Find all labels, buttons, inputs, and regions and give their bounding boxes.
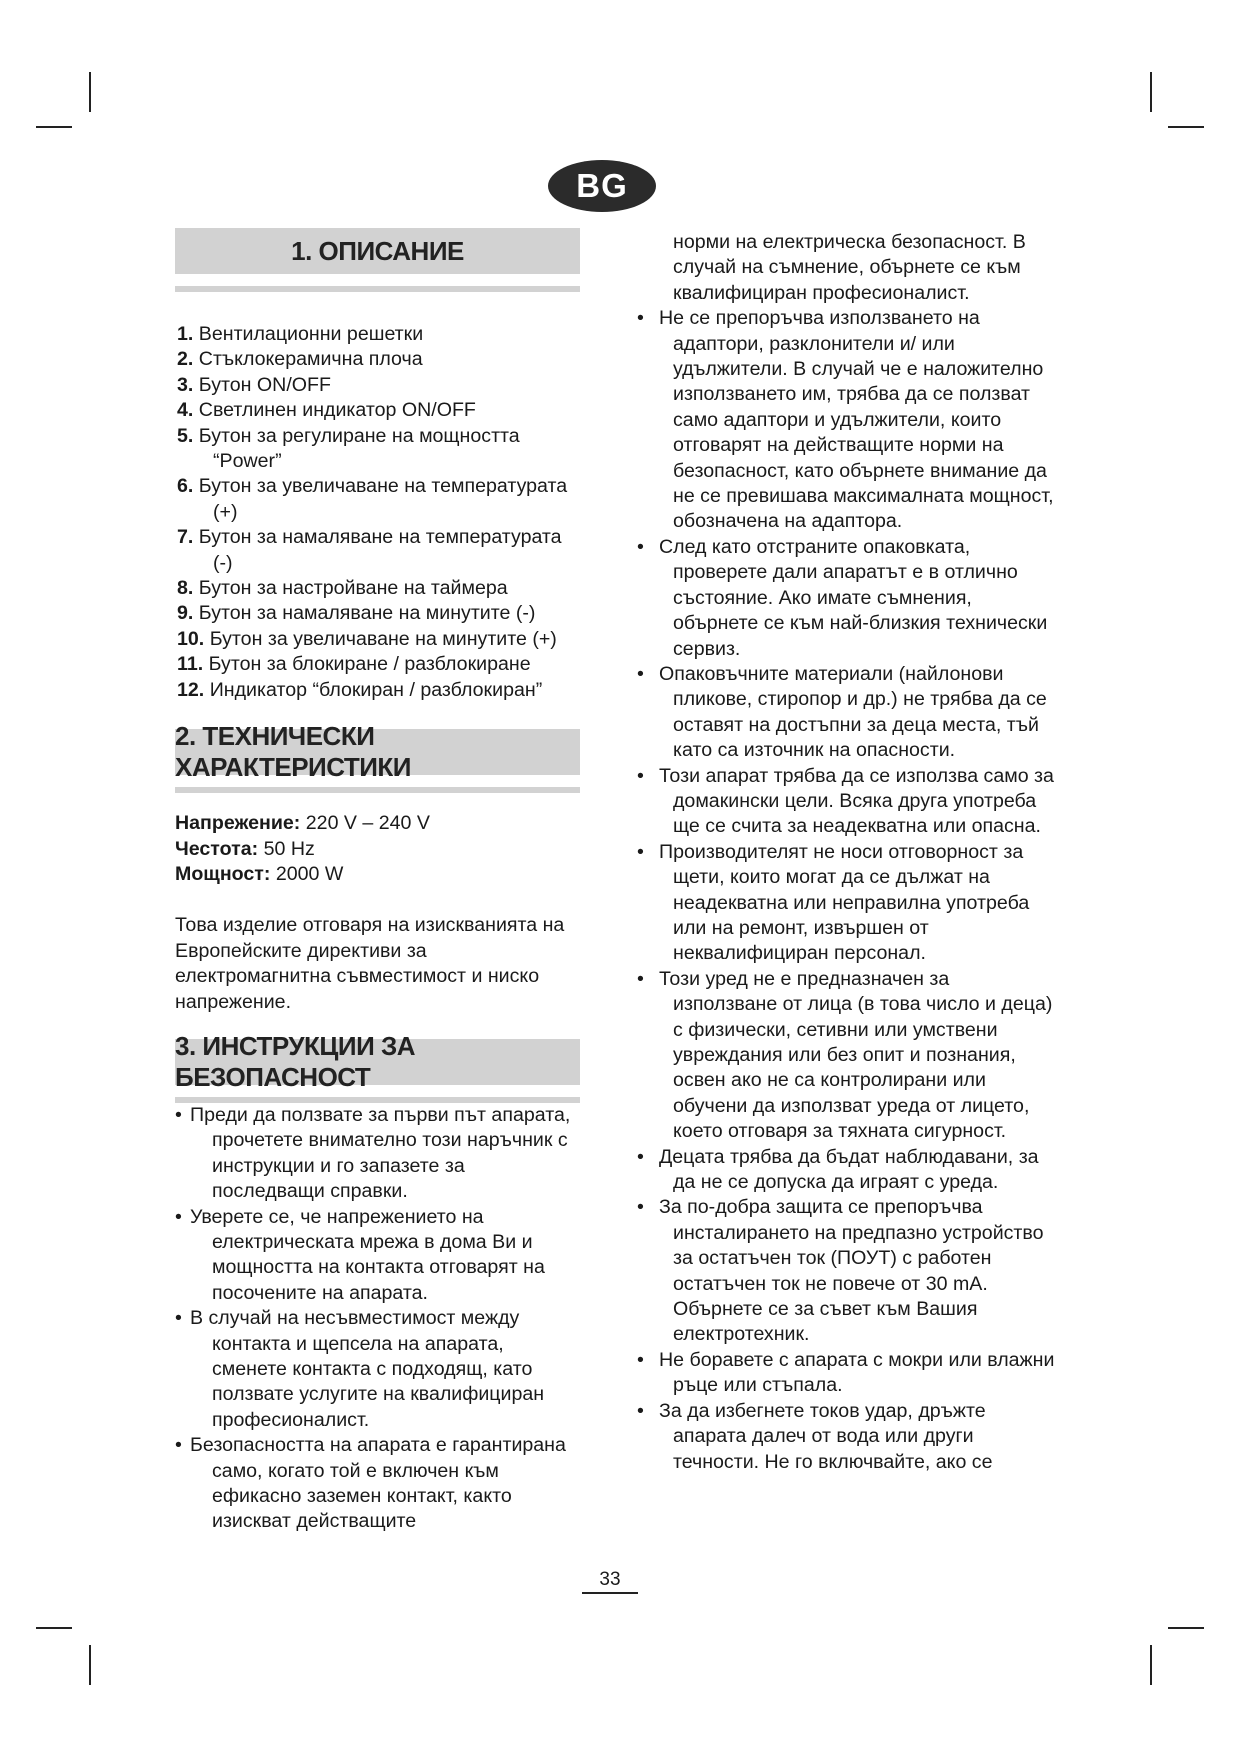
crop-mark-bottom-right-vertical [1150, 1645, 1152, 1685]
safety-item [637, 840, 1057, 967]
spec-voltage-value: 220 V – 240 V [300, 812, 430, 835]
description-item-text: Бутон за увеличаване на температурата (+) [198, 475, 568, 523]
bullet-icon: • [637, 764, 644, 787]
description-item-number: 11. [177, 653, 204, 676]
safety-item [637, 535, 1057, 662]
description-item-text: Бутон за намаляване на температурата (-) [198, 526, 562, 574]
compliance-paragraph: Това изделие отговаря на изискванията на Европейските директиви за електромагнитна съвместимост и ниско напрежение. [175, 914, 565, 1013]
description-list [177, 322, 580, 703]
crop-mark-top-right-horizontal [1168, 126, 1204, 128]
description-item-text: Вентилационни решетки [198, 323, 424, 345]
safety-item [637, 967, 1057, 1145]
spec-power-value: 2000 W [270, 862, 344, 885]
description-item-text: Индикатор “блокиран / разблокиран” [209, 678, 543, 701]
description-item [177, 652, 580, 677]
description-item-number: 1. [177, 323, 194, 345]
description-item-number: 9. [177, 602, 194, 625]
crop-mark-bottom-left-horizontal [36, 1627, 72, 1629]
description-item [177, 424, 580, 475]
language-badge: BG [548, 160, 656, 212]
description-item [177, 525, 580, 576]
description-item-number: 3. [177, 373, 194, 396]
description-item-number: 10. [177, 627, 205, 650]
safety-item-text: Производителят не носи отговорност за щети, които могат да се дължат на неадекватна или неправилна употреба или на ремонт, извършен от неквалифициран персонал. [659, 840, 1030, 965]
description-item [177, 627, 580, 652]
spec-frequency-label: Честота: [175, 837, 259, 860]
crop-mark-top-left-vertical [89, 72, 91, 112]
description-item-text: Светлинен индикатор ON/OFF [198, 399, 476, 422]
description-item-text: Стъклокерамична плоча [198, 348, 423, 371]
safety-item [637, 306, 1057, 535]
bullet-icon: • [637, 1145, 644, 1168]
safety-item-text: След като отстраните опаковката, проверете дали апаратът е в отлично състояние. Ако имате съмнения, обърнете се към най-близкия технически сервиз. [659, 535, 1048, 660]
crop-mark-bottom-right-horizontal [1168, 1627, 1204, 1629]
bullet-icon: • [637, 662, 644, 685]
bullet-icon: • [637, 1399, 644, 1422]
safety-item-text: Този апарат трябва да се използва само за домакински цели. Всяка друга употреба ще се счита за неадекватна или опасна. [659, 764, 1054, 838]
description-item-number: 4. [177, 399, 194, 422]
crop-mark-bottom-left-vertical [89, 1645, 91, 1685]
section-title-tech: 2. ТЕХНИЧЕСКИ ХАРАКТЕРИСТИКИ [175, 729, 580, 775]
safety-continuation: норми на електрическа безопасност. В случай на съмнение, обърнете се към квалифициран професионалист. [673, 231, 1026, 304]
section-divider [175, 787, 580, 793]
description-item-text: Бутон за намаляване на минутите (-) [198, 602, 536, 625]
spec-power-label: Мощност: [175, 862, 271, 885]
safety-item [637, 1195, 1057, 1347]
safety-item-text: Безопасността на апарата е гарантирана само, когато той е включен към ефикасно заземен контакт, както изискват действащите [190, 1434, 566, 1533]
crop-mark-top-left-horizontal [36, 126, 72, 128]
bullet-icon: • [637, 967, 644, 990]
spec-voltage [175, 811, 580, 836]
crop-mark-top-right-vertical [1150, 72, 1152, 112]
tech-specs [175, 811, 580, 887]
safety-item [637, 764, 1057, 840]
bullet-icon: • [175, 1307, 182, 1330]
description-item [177, 322, 580, 347]
safety-item-text: Опаковъчните материали (найлонови пликове, стиропор и др.) не трябва да се оставят на достъпни за деца места, тъй като са източник на опасности. [659, 662, 1047, 762]
bullet-icon: • [175, 1205, 182, 1228]
description-item [177, 347, 580, 372]
bullet-icon: • [637, 307, 644, 330]
description-item-text: Бутон за регулиране на мощността “Power” [198, 424, 520, 473]
description-item [177, 373, 580, 398]
spec-frequency-value: 50 Hz [258, 837, 315, 860]
description-item [177, 576, 580, 601]
bullet-icon: • [175, 1103, 182, 1126]
safety-item-text: За да избегнете токов удар, дръжте апарата далеч от вода или други течности. Не го включвайте, ако се [659, 1399, 993, 1473]
bullet-icon: • [175, 1434, 182, 1457]
safety-item [637, 662, 1057, 764]
safety-item [175, 1103, 580, 1205]
safety-list-left [175, 1103, 580, 1535]
page-number: 33 [582, 1568, 638, 1594]
safety-item-text: Не боравете с апарата с мокри или влажни ръце или стъпала. [659, 1348, 1055, 1397]
description-item-number: 8. [177, 577, 194, 600]
section-title-safety: 3. ИНСТРУКЦИИ ЗА БЕЗОПАСНОСТ [175, 1039, 580, 1085]
safety-item-text: В случай на несъвместимост между контакта и щепсела на апарата, сменете контакта с подходящ, като ползвате услугите на квалифициран професионалист. [190, 1307, 545, 1431]
description-item [177, 474, 580, 525]
bullet-icon: • [637, 535, 644, 558]
spec-voltage-label: Напрежение: [175, 812, 301, 835]
description-item-text: Бутон за увеличаване на минутите (+) [209, 627, 557, 650]
safety-item-text: Не се препоръчва използването на адаптори, разклонители и/ или удължители. В случай че е наложително използването им, трябва да се ползват само адаптори и удължители, които отговарят на действащите норми на безопасност, като обърнете внимание да не се превишава максималната мощност, обозначена на адаптора. [659, 307, 1054, 533]
description-item-number: 7. [177, 526, 194, 549]
spec-power [175, 862, 580, 887]
description-item-number: 5. [177, 424, 194, 447]
safety-item [637, 1348, 1057, 1399]
safety-item-text: Децата трябва да бъдат наблюдавани, за да не се допуска да играят с уреда. [659, 1145, 1039, 1194]
spec-frequency [175, 837, 580, 862]
safety-item [637, 1399, 1057, 1475]
safety-item-text: Уверете се, че напрежението на електрическата мрежа в дома Ви и мощността на контакта отговарят на посочените на апарата. [190, 1205, 545, 1304]
safety-item-text: Този уред не е предназначен за използване от лица (в това число и деца) с физически, сетивни или умствени увреждания или без опит и познания, освен ако не са контролирани или обучени да използват уреда от лицето, което отговаря за тяхната сигурност. [659, 967, 1053, 1143]
description-item-number: 2. [177, 348, 194, 371]
safety-item-text: Преди да ползвате за първи път апарата, прочетете внимателно този наръчник с инструкции и го запазете за последващи справки. [190, 1103, 571, 1203]
description-item-number: 12. [177, 678, 205, 701]
bullet-icon: • [637, 840, 644, 863]
safety-list-right [637, 306, 1057, 1475]
right-column [637, 230, 1057, 1475]
description-item [177, 601, 580, 626]
bullet-icon: • [637, 1196, 644, 1219]
left-column [175, 228, 580, 1535]
description-item [177, 678, 580, 703]
bullet-icon: • [637, 1348, 644, 1371]
description-item-number: 6. [177, 475, 194, 498]
safety-item-text: За по-добра защита се препоръчва инсталирането на предпазно устройство за остатъчен ток (ПОУТ) с работен остатъчен ток не повече от 30 mA. Обърнете се за съвет към Вашия електротехник. [659, 1196, 1044, 1346]
section-divider [175, 286, 580, 292]
description-item-text: Бутон ON/OFF [198, 373, 331, 396]
section-title-description: 1. ОПИСАНИЕ [175, 228, 580, 274]
safety-item [175, 1306, 580, 1433]
description-item-text: Бутон за блокиране / разблокиране [208, 653, 531, 676]
safety-item [637, 1145, 1057, 1196]
description-item-text: Бутон за настройване на таймера [198, 577, 508, 600]
safety-item [175, 1433, 580, 1535]
description-item [177, 398, 580, 423]
safety-item [175, 1205, 580, 1307]
